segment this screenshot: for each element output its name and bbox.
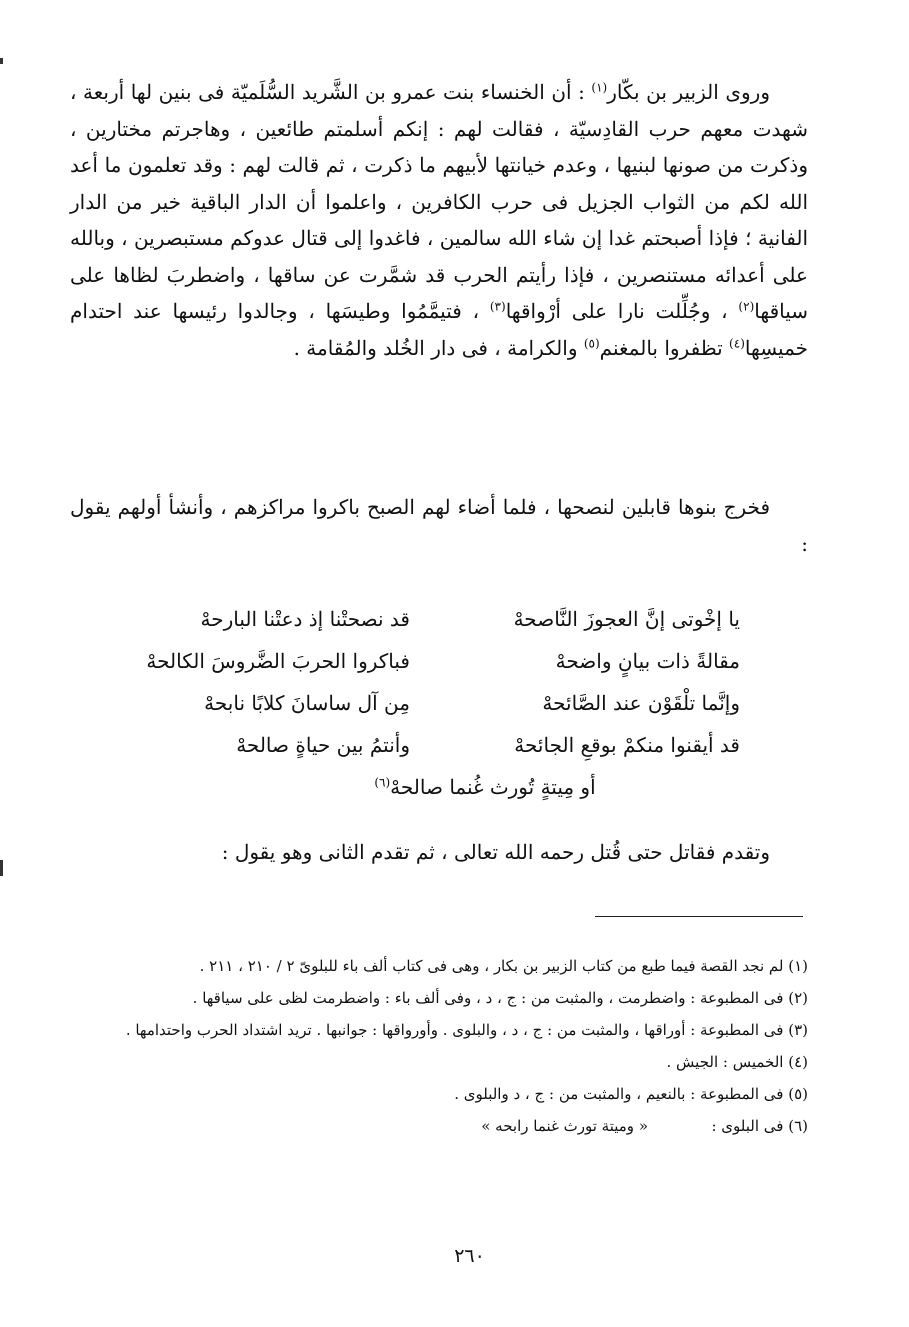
verse-second-hemistich: قد نصحتْنا إذ دعتْنا البارحهْ xyxy=(200,607,410,631)
paragraph-text: وروى الزبير بن بكّار xyxy=(607,80,770,104)
poem-last-line xyxy=(110,766,740,808)
paragraph-text: تظفروا بالمغنم xyxy=(599,335,730,360)
verse-first-hemistich: يا إخْوتى إنَّ العجوزَ النَّاصحهْ xyxy=(513,607,740,631)
footnote-ref: (٢) xyxy=(738,299,755,314)
poem xyxy=(110,598,740,808)
poem-verse xyxy=(110,640,740,682)
page-number: ٢٦٠ xyxy=(454,1245,485,1267)
paragraph-text: : أن الخنساء بنت عمرو بن الشَّريد السُّلَميّة فى بنين لها أربعة ، شهدت معهم حرب القادِسيّة ، فقالت لهم : إنكم أسلمتم طائعين ، وهاجرتم مختارين ، وذكرت من صونها لبنيها ، وعدم خيانتها لأبيهم ما ذكرت ، ثم قالت لهم : وقد تعلمون ما أعد الله لكم من الثواب الجزيل فى حرب الكافرين ، واعلموا أن الدار الباقية خير من الدار الفانية ؛ فإذا أصبحتم غدا إن شاء الله سالمين ، فاغدوا إلى قتال عدوكم مستبصرين ، وبالله على أعدائه مستنصرين ، فإذا رأيتم الحرب قد شمَّرت عن ساقها ، واضطربَ لظاها على سياقها xyxy=(70,80,809,323)
verse-first-hemistich: مقالةً ذات بيانٍ واضحهْ xyxy=(555,649,740,673)
paragraph-text: والكرامة ، فى دار الخُلد والمُقامة . xyxy=(293,335,584,360)
footnote-ref: (١) xyxy=(591,80,608,95)
paragraph-2: فخرج بنوها قابلين لنصحها ، فلما أضاء لهم الصبح باكروا مراكزهم ، وأنشأ أولهم يقول : xyxy=(70,495,808,556)
poem-verse xyxy=(110,682,740,724)
paragraph-text: ، فتيمَّمُوا وطيسَها ، وجالدوا رئيسها عند احتدام خميسِها xyxy=(70,299,808,360)
verse-first-hemistich: وإنَّما تلْقَوْن عند الصَّائحهْ xyxy=(542,691,740,715)
footnote-divider xyxy=(595,916,803,917)
scan-edge-mark xyxy=(0,860,3,876)
footnote-1: (١) لم نجد القصة فيما طبع من كتاب الزبير بن بكار ، وهى فى كتاب ألف باء للبلوىّ ٢ / ٢١٠ ، ٢١١ . xyxy=(199,957,808,975)
verse-second-hemistich: فباكروا الحربَ الضَّروسَ الكالحهْ xyxy=(146,649,410,673)
footnote-6 xyxy=(70,1110,808,1142)
footnote-5: (٥) فى المطبوعة : بالنعيم ، والمثبت من : ج ، د والبلوى . xyxy=(454,1085,808,1103)
paragraph-1 xyxy=(70,74,808,366)
poem-verse xyxy=(110,724,740,766)
footnotes xyxy=(70,950,808,1142)
footnote-ref: (٦) xyxy=(374,775,391,790)
verse-second-hemistich: وأنتمُ بين حياةٍ صالحهْ xyxy=(236,733,410,757)
poem-verse xyxy=(110,598,740,640)
footnote-ref: (٣) xyxy=(489,299,506,314)
poem-last-line-text: أو مِيتةٍ تُورث غُنما صالحهْ xyxy=(390,775,596,799)
footnote-3: (٣) فى المطبوعة : أوراقها ، والمثبت من : ج ، د ، والبلوى . وأورواقها : جوانبها . تريد اشتداد الحرب واحتدامها . xyxy=(125,1021,808,1039)
footnote-ref: (٤) xyxy=(729,335,745,350)
footnote-ref: (٥) xyxy=(583,335,600,350)
footnote-6-label: (٦) فى البلوى : xyxy=(711,1117,808,1135)
footnote-2: (٢) فى المطبوعة : واضطرمت ، والمثبت من : ج ، د ، وفى ألف باء : واضطرمت لظى على سياقها . xyxy=(192,989,808,1007)
scan-edge-mark xyxy=(0,58,3,64)
footnote-6-quote: « وميتة تورث غنما رابحه » xyxy=(481,1117,648,1135)
verse-second-hemistich: مِن آل ساسانَ كلابًا نابحهْ xyxy=(204,691,410,715)
verse-first-hemistich: قد أيقنوا منكمْ بوقعِ الجائحهْ xyxy=(514,733,740,757)
paragraph-3: وتقدم فقاتل حتى قُتل رحمه الله تعالى ، ثم تقدم الثانى وهو يقول : xyxy=(221,840,770,864)
footnote-4: (٤) الخميس : الجيش . xyxy=(666,1053,808,1071)
paragraph-text: ، وجُلِّلت نارا على أرْواقها xyxy=(505,299,739,323)
